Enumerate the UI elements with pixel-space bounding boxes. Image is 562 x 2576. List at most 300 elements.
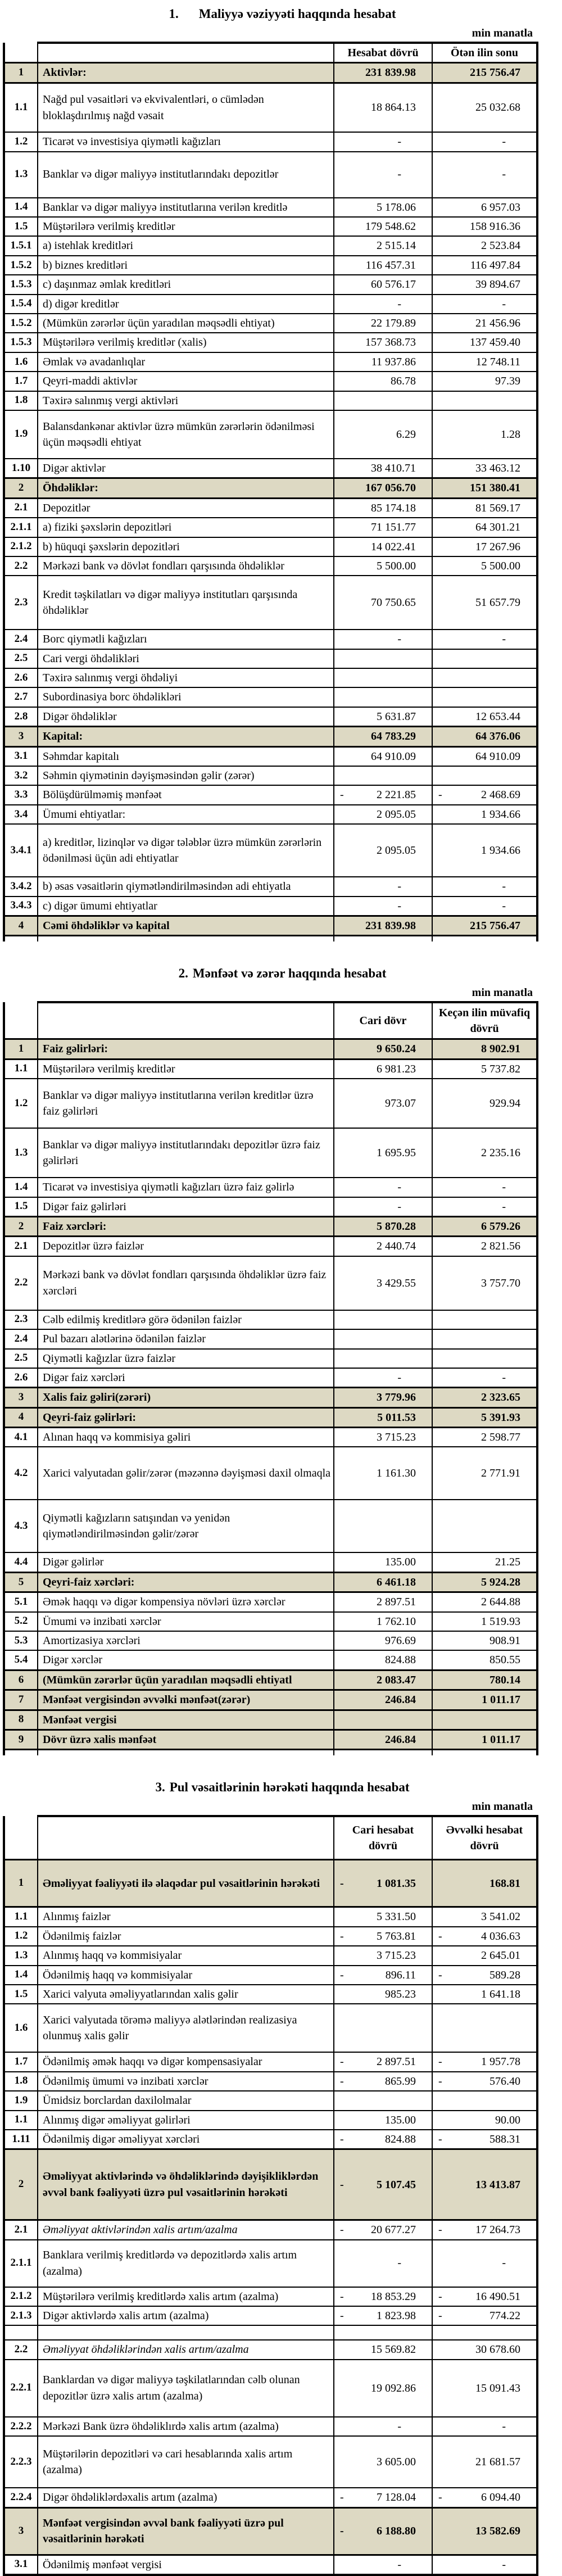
statement-1-unit-note: min manatla (472, 27, 533, 39)
row-label-cell (38, 391, 334, 410)
row-label-cell (38, 707, 334, 727)
row-label: Subordinasiya borc öhdəlikləri (43, 691, 182, 704)
value-previous-cell (432, 2555, 537, 2575)
row-number-cell: 2.2.2 (4, 2417, 38, 2436)
value-previous-cell (432, 132, 537, 151)
value-current-cell (334, 1985, 432, 2004)
row-label: Müştərilərə verilmiş kreditlər (xalis) (43, 336, 207, 349)
row-label-cell (38, 518, 334, 537)
data-row (4, 498, 537, 518)
value-previous-cell (432, 2072, 537, 2091)
value-previous-cell (432, 1710, 537, 1730)
row-label: Alınmış digər əməliyyat gəlirləri (43, 2113, 191, 2126)
value-number: 1 934.66 (481, 808, 520, 821)
row-number-cell: 2.2 (4, 2340, 38, 2359)
value-previous-cell (432, 1128, 537, 1178)
data-row (4, 2340, 537, 2359)
row-label: Banklar və digər maliyyə institutlarına verilən kreditlər üzrə faiz gəlirləri (43, 1089, 314, 1118)
row-number-cell: 4.2 (4, 1447, 38, 1500)
value-number: 824.88 (385, 2133, 416, 2145)
value-previous-cell (432, 936, 537, 941)
value-number: 215 756.47 (470, 66, 520, 79)
value-number: 64 910.09 (475, 750, 520, 763)
value-current-cell (334, 352, 432, 372)
label-header-cell (38, 43, 334, 63)
section-row (4, 1690, 537, 1710)
data-row (4, 2360, 537, 2417)
value-current-cell (334, 2340, 432, 2359)
value-number: 3 757.70 (481, 1276, 520, 1289)
value-number: 908.91 (490, 1635, 520, 1647)
value-number: 116 497.84 (470, 259, 520, 271)
section-row (4, 1730, 537, 1749)
data-row (4, 1985, 537, 2004)
value-number: 17 264.73 (475, 2224, 520, 2237)
empty-value-dash: - (397, 297, 401, 310)
value-previous-cell (432, 1860, 537, 1907)
data-row (4, 1368, 537, 1388)
value-number: 167 056.70 (365, 482, 416, 495)
row-label-cell (38, 63, 334, 83)
data-row (4, 766, 537, 785)
value-previous-cell (432, 83, 537, 132)
value-previous-cell (432, 217, 537, 236)
value-previous-cell (432, 410, 537, 459)
row-label-cell (38, 1216, 334, 1236)
data-row (4, 2555, 537, 2575)
row-number-cell: 3.4.3 (4, 897, 38, 916)
row-label-cell (38, 2360, 334, 2417)
statement-1-title (3, 7, 562, 21)
statement-2-title (3, 966, 562, 981)
row-label-cell (38, 83, 334, 132)
data-row (4, 1552, 537, 1572)
row-number-cell: 2.1.1 (4, 518, 38, 537)
statement-1-title-number: 1. (169, 7, 179, 21)
value-number: 135.00 (385, 2113, 416, 2126)
row-label: Kredit təşkilatları və digər maliyyə institutları qarşısında öhdəliklər (43, 588, 298, 617)
value-previous-cell (432, 630, 537, 649)
row-number-cell: 4 (4, 916, 38, 936)
row-label: Banklar və digər maliyyə institutlarına verilən kreditlə (43, 201, 288, 214)
value-current-cell (334, 132, 432, 151)
col-header-current: Cari dövr (334, 1002, 432, 1039)
value-number: 18 864.13 (371, 101, 416, 114)
value-current-cell (334, 707, 432, 727)
row-number-cell: 2.4 (4, 1329, 38, 1348)
value-previous-cell (432, 236, 537, 255)
value-current-cell (334, 2436, 432, 2488)
data-row (4, 314, 537, 333)
row-label: (Mümkün zərərlər üçün yaradılan məqsədli ehtiyatl (43, 1673, 292, 1686)
row-number-cell: 1.5.3 (4, 333, 38, 352)
row-number-cell: 3 (4, 1388, 38, 1407)
row-label: Dövr üzrə xalis mənfəət (43, 1733, 157, 1746)
value-number: 8 902.91 (481, 1043, 520, 1056)
value-number: 64 376.06 (475, 730, 520, 743)
row-label: Banklar və digər maliyyə institutlarındakı depozitlər üzrə faiz gəlirləri (43, 1138, 320, 1167)
empty-value-dash: - (502, 880, 506, 893)
data-row (4, 1237, 537, 1256)
value-number: 11 937.86 (371, 355, 416, 368)
value-number: 33 463.12 (475, 461, 520, 474)
negative-sign: - (340, 1968, 344, 1981)
row-label-cell (38, 2052, 334, 2071)
row-label: Amortizasiya xərcləri (43, 1635, 140, 1647)
value-previous-cell (432, 1690, 537, 1710)
row-number-cell: 1.5.1 (4, 236, 38, 255)
value-number: 5 391.93 (481, 1411, 520, 1424)
negative-sign: - (340, 2178, 344, 2191)
empty-value-dash: - (397, 633, 401, 646)
value-previous-cell (432, 2287, 537, 2306)
data-row (4, 372, 537, 391)
value-number: 2 095.05 (377, 844, 416, 857)
row-label: Nağd pul vəsaitləri və ekvivalentləri, o cümlədən bloklaşdırılmış nağd vəsait (43, 93, 264, 122)
value-previous-cell (432, 1216, 537, 1236)
statement-2-unit-note: min manatla (472, 986, 533, 999)
value-number: 1 641.18 (481, 1988, 520, 2000)
value-previous-cell (432, 1256, 537, 1310)
row-label-cell (38, 1039, 334, 1059)
data-row (4, 2072, 537, 2091)
data-row (4, 1631, 537, 1650)
data-row (4, 1329, 537, 1348)
value-previous-cell (432, 1388, 537, 1407)
value-previous-cell (432, 727, 537, 746)
row-number-cell: 3.4.1 (4, 824, 38, 877)
value-previous-cell (432, 2052, 537, 2071)
data-row (4, 275, 537, 294)
value-current-cell (334, 1572, 432, 1592)
empty-value-dash: - (502, 168, 506, 181)
value-number: 6.29 (396, 428, 416, 441)
row-number-cell: 1 (4, 1860, 38, 1907)
row-label: Cəmi öhdəliklər və kapital (43, 920, 170, 932)
value-current-cell (334, 2555, 432, 2575)
row-label-cell (38, 687, 334, 707)
row-number-cell: 1 (4, 1039, 38, 1059)
row-label: Xarici valyutada törəmə maliyyə alətlərindən realizasiya olunmuş xalis gəlir (43, 2013, 297, 2043)
value-previous-cell (432, 518, 537, 537)
value-previous-cell (432, 478, 537, 498)
value-current-cell (334, 1216, 432, 1236)
row-number-cell: 2.5 (4, 649, 38, 668)
row-label: Müştərilərə verilmiş kreditlər (43, 220, 175, 233)
row-label: Təxirə salınmış vergi öhdəliyi (43, 672, 178, 685)
data-row (4, 537, 537, 556)
value-number: 1 519.93 (481, 1615, 520, 1628)
value-current-cell (334, 217, 432, 236)
statement-3-block (3, 1780, 562, 2576)
data-row (4, 1256, 537, 1310)
row-number-cell: 1.8 (4, 391, 38, 410)
data-row (4, 1310, 537, 1329)
value-previous-cell (432, 314, 537, 333)
row-label-cell (38, 152, 334, 198)
value-previous-cell (432, 897, 537, 916)
value-previous-cell (432, 556, 537, 576)
header-row (4, 1002, 537, 1039)
value-previous-cell (432, 1985, 537, 2004)
value-previous-cell (432, 1079, 537, 1128)
row-label-cell (38, 1388, 334, 1407)
value-previous-cell (432, 1730, 537, 1749)
value-current-cell (334, 2130, 432, 2149)
data-row (4, 83, 537, 132)
stub-row (4, 936, 537, 941)
value-previous-cell (432, 63, 537, 83)
row-label: Mərkəzi bank və dövlət fondları qarşısında öhdəliklər (43, 559, 284, 572)
data-row (4, 687, 537, 707)
row-label-cell (38, 766, 334, 785)
statement-2-title-number: 2. (178, 966, 188, 980)
row-number-cell: 2.3 (4, 1310, 38, 1329)
row-number-cell: 2.2.1 (4, 2360, 38, 2417)
value-number: 179 548.62 (365, 220, 416, 233)
value-previous-cell (432, 1670, 537, 1690)
negative-sign: - (438, 2310, 442, 2323)
empty-value-dash: - (502, 633, 506, 646)
section-row (4, 1216, 537, 1236)
value-number: 5 011.53 (377, 1411, 416, 1424)
col-header-previous: Ötən ilin sonu (432, 43, 537, 63)
value-previous-cell (432, 352, 537, 372)
row-label-cell (38, 556, 334, 576)
value-previous-cell (432, 2149, 537, 2220)
value-number: 39 894.67 (475, 278, 520, 291)
value-current-cell (334, 2306, 432, 2325)
value-number: 86.78 (391, 375, 416, 388)
data-row (4, 217, 537, 236)
value-number: 5 631.87 (377, 710, 416, 723)
row-number-cell: 1.4 (4, 198, 38, 217)
value-current-cell (334, 916, 432, 936)
row-label: Ödənilmiş mənfəət vergisi (43, 2558, 162, 2571)
value-current-cell (334, 877, 432, 896)
statement-table (3, 1001, 538, 1755)
value-number: 6 957.03 (481, 201, 520, 214)
row-number-cell: 2.2.3 (4, 2436, 38, 2488)
value-current-cell (334, 1670, 432, 1690)
row-number-cell: 3 (4, 2507, 38, 2555)
row-number-cell (4, 936, 38, 941)
value-number: 2 440.74 (377, 1240, 416, 1253)
row-number-cell: 1.4 (4, 1178, 38, 1197)
empty-value-dash: - (397, 1371, 401, 1384)
value-number: 246.84 (385, 1694, 416, 1706)
data-row (4, 1349, 537, 1368)
data-row (4, 1079, 537, 1128)
row-number-cell: 1.7 (4, 372, 38, 391)
row-label: Banklara verilmiş kreditlərdə və depozitlərdə xalis artım (azalma) (43, 2249, 297, 2278)
row-number-cell: 2.5 (4, 1349, 38, 1368)
value-number: 116 457.31 (365, 259, 416, 271)
value-number: 18 853.29 (371, 2290, 416, 2303)
value-number: 38 410.71 (371, 461, 416, 474)
row-label-cell (38, 2340, 334, 2359)
section-row (4, 1572, 537, 1592)
value-current-cell (334, 766, 432, 785)
empty-value-dash: - (502, 1181, 506, 1194)
value-current-cell (334, 687, 432, 707)
value-current-cell (334, 2240, 432, 2287)
section-row (4, 727, 537, 746)
value-previous-cell (432, 1966, 537, 1985)
value-previous-cell (432, 1329, 537, 1348)
row-number-cell: 1.8 (4, 2072, 38, 2091)
value-number: 231 839.98 (365, 66, 416, 79)
row-label-cell (38, 1128, 334, 1178)
value-number: 22 179.89 (371, 317, 416, 330)
data-row (4, 2052, 537, 2071)
row-number-cell: 1.5.3 (4, 275, 38, 294)
value-number: 3 715.23 (377, 1431, 416, 1444)
value-current-cell (334, 2287, 432, 2306)
row-label: Ödənilmiş digər əməliyyat xərcləri (43, 2133, 200, 2145)
value-current-cell (334, 1388, 432, 1407)
row-label: Cəlb edilmiş kreditlərə görə ödənilən faizlər (43, 1313, 242, 1326)
row-number-cell: 4 (4, 1407, 38, 1427)
value-number: 5 924.28 (481, 1576, 520, 1588)
value-previous-cell (432, 1500, 537, 1552)
value-current-cell (334, 314, 432, 333)
row-number-cell: 2 (4, 478, 38, 498)
value-number: 14 022.41 (371, 540, 416, 553)
value-number: 2 515.14 (377, 239, 416, 252)
value-previous-cell (432, 2004, 537, 2052)
row-label-cell (38, 1927, 334, 1946)
data-row (4, 132, 537, 151)
row-label: Digər aktivlərdə xalis artım (azalma) (43, 2310, 209, 2323)
data-row (4, 152, 537, 198)
row-label: Banklar və digər maliyyə institutlarındakı depozitlər (43, 168, 279, 181)
value-number: 5 178.06 (377, 201, 416, 214)
value-current-cell (334, 1592, 432, 1612)
value-current-cell (334, 1552, 432, 1572)
value-number: 2 468.69 (481, 789, 520, 802)
value-number: 16 490.51 (475, 2290, 520, 2303)
value-previous-cell (432, 877, 537, 896)
value-previous-cell (432, 2436, 537, 2488)
row-number-cell: 3 (4, 727, 38, 746)
value-previous-cell (432, 805, 537, 824)
row-label: Digər gəlirlər (43, 1556, 104, 1569)
value-number: 588.31 (490, 2133, 520, 2145)
row-label-cell (38, 256, 334, 275)
value-number: 5 500.00 (481, 559, 520, 572)
row-label-cell (38, 410, 334, 459)
value-number: 6 579.26 (481, 1220, 520, 1233)
value-number: 6 188.80 (377, 2524, 416, 2537)
row-label-cell (38, 352, 334, 372)
value-previous-cell (432, 275, 537, 294)
row-label-cell (38, 2488, 334, 2507)
empty-value-dash: - (397, 168, 401, 181)
row-label: Ödənilmiş faizlər (43, 1930, 121, 1943)
statement-1-title-text: Maliyyə vəziyyəti haqqında hesabat (198, 7, 396, 21)
value-current-cell (334, 537, 432, 556)
negative-sign: - (340, 2224, 344, 2237)
section-row (4, 2149, 537, 2220)
row-label: Mənfəət vergisindən əvvəl bank fəaliyyəti üzrə pul vəsaitlərinin hərəkəti (43, 2516, 284, 2546)
data-row (4, 746, 537, 766)
negative-sign: - (340, 2491, 344, 2504)
value-previous-cell (432, 1927, 537, 1946)
value-current-cell (334, 2488, 432, 2507)
row-label-cell (38, 459, 334, 478)
empty-value-dash: - (502, 297, 506, 310)
row-label-cell (38, 372, 334, 391)
negative-sign: - (340, 2056, 344, 2068)
negative-sign: - (340, 2075, 344, 2088)
row-number-cell: 2.2.4 (4, 2488, 38, 2507)
value-number: 137 459.40 (470, 336, 520, 349)
value-current-cell (334, 897, 432, 916)
value-current-cell (334, 1079, 432, 1128)
row-label: c) daşınmaz əmlak kreditləri (43, 278, 171, 291)
negative-sign: - (340, 789, 344, 802)
statement-3-title-text: Pul vəsaitlərinin hərəkəti haqqında hesabat (169, 1780, 410, 1794)
row-number-cell: 7 (4, 1690, 38, 1710)
row-label: Xarici valyuta əməliyyatlarından xalis gəlir (43, 1988, 238, 2000)
value-number: 780.14 (490, 1673, 520, 1686)
value-number: 81 569.17 (475, 501, 520, 514)
row-number-cell: 1.5.2 (4, 314, 38, 333)
value-number: 2 523.84 (481, 239, 520, 252)
value-current-cell (334, 198, 432, 217)
value-current-cell (334, 1907, 432, 1927)
data-row (4, 1178, 537, 1197)
value-previous-cell (432, 295, 537, 314)
row-label: Digər öhdəliklər (43, 710, 117, 723)
col-header-previous: Keçən ilin müvafiq dövrü (432, 1002, 537, 1039)
value-current-cell (334, 1368, 432, 1388)
row-label: Digər aktivlər (43, 461, 106, 474)
value-number: 1 081.35 (377, 1877, 416, 1890)
statement-2-table-container (3, 1001, 562, 1755)
value-current-cell (334, 1690, 432, 1710)
row-label: Depozitlər üzrə faizlər (43, 1240, 144, 1253)
row-label-cell (38, 1059, 334, 1079)
value-previous-cell (432, 1368, 537, 1388)
row-number-cell: 2.6 (4, 668, 38, 687)
data-row (4, 2091, 537, 2110)
row-number-cell: 1.11 (4, 2130, 38, 2149)
row-label: Qeyri-maddi aktivlər (43, 375, 138, 388)
row-label-cell (38, 1447, 334, 1500)
statement-3-title-number: 3. (155, 1780, 165, 1794)
row-number-cell: 5.3 (4, 1631, 38, 1650)
empty-value-dash: - (397, 1181, 401, 1194)
row-label-cell (38, 2436, 334, 2488)
row-label: Əməliyyat aktivlərindən xalis artım/azalma (43, 2224, 238, 2237)
statement-3-title (3, 1780, 562, 1795)
row-number-cell: 3.3 (4, 785, 38, 804)
row-label: a) kreditlər, lizinqlər və digər tələblər üzrə mümkün zərərlərin ödənilməsi üçün adi ehtiyatlar (43, 836, 322, 865)
row-label-cell (38, 1650, 334, 1670)
col-header-current: Cari hesabat dövrü (334, 1816, 432, 1860)
row-label-cell (38, 1178, 334, 1197)
row-label-cell (38, 333, 334, 352)
row-label: Alınmış faizlər (43, 1911, 111, 1923)
row-number-cell: 1.2 (4, 132, 38, 151)
value-current-cell (334, 1237, 432, 1256)
row-label: Ümidsiz borclardan daxilolmalar (43, 2094, 192, 2107)
value-number: 1 762.10 (377, 1615, 416, 1628)
section-row (4, 1670, 537, 1690)
section-row (4, 1407, 537, 1427)
